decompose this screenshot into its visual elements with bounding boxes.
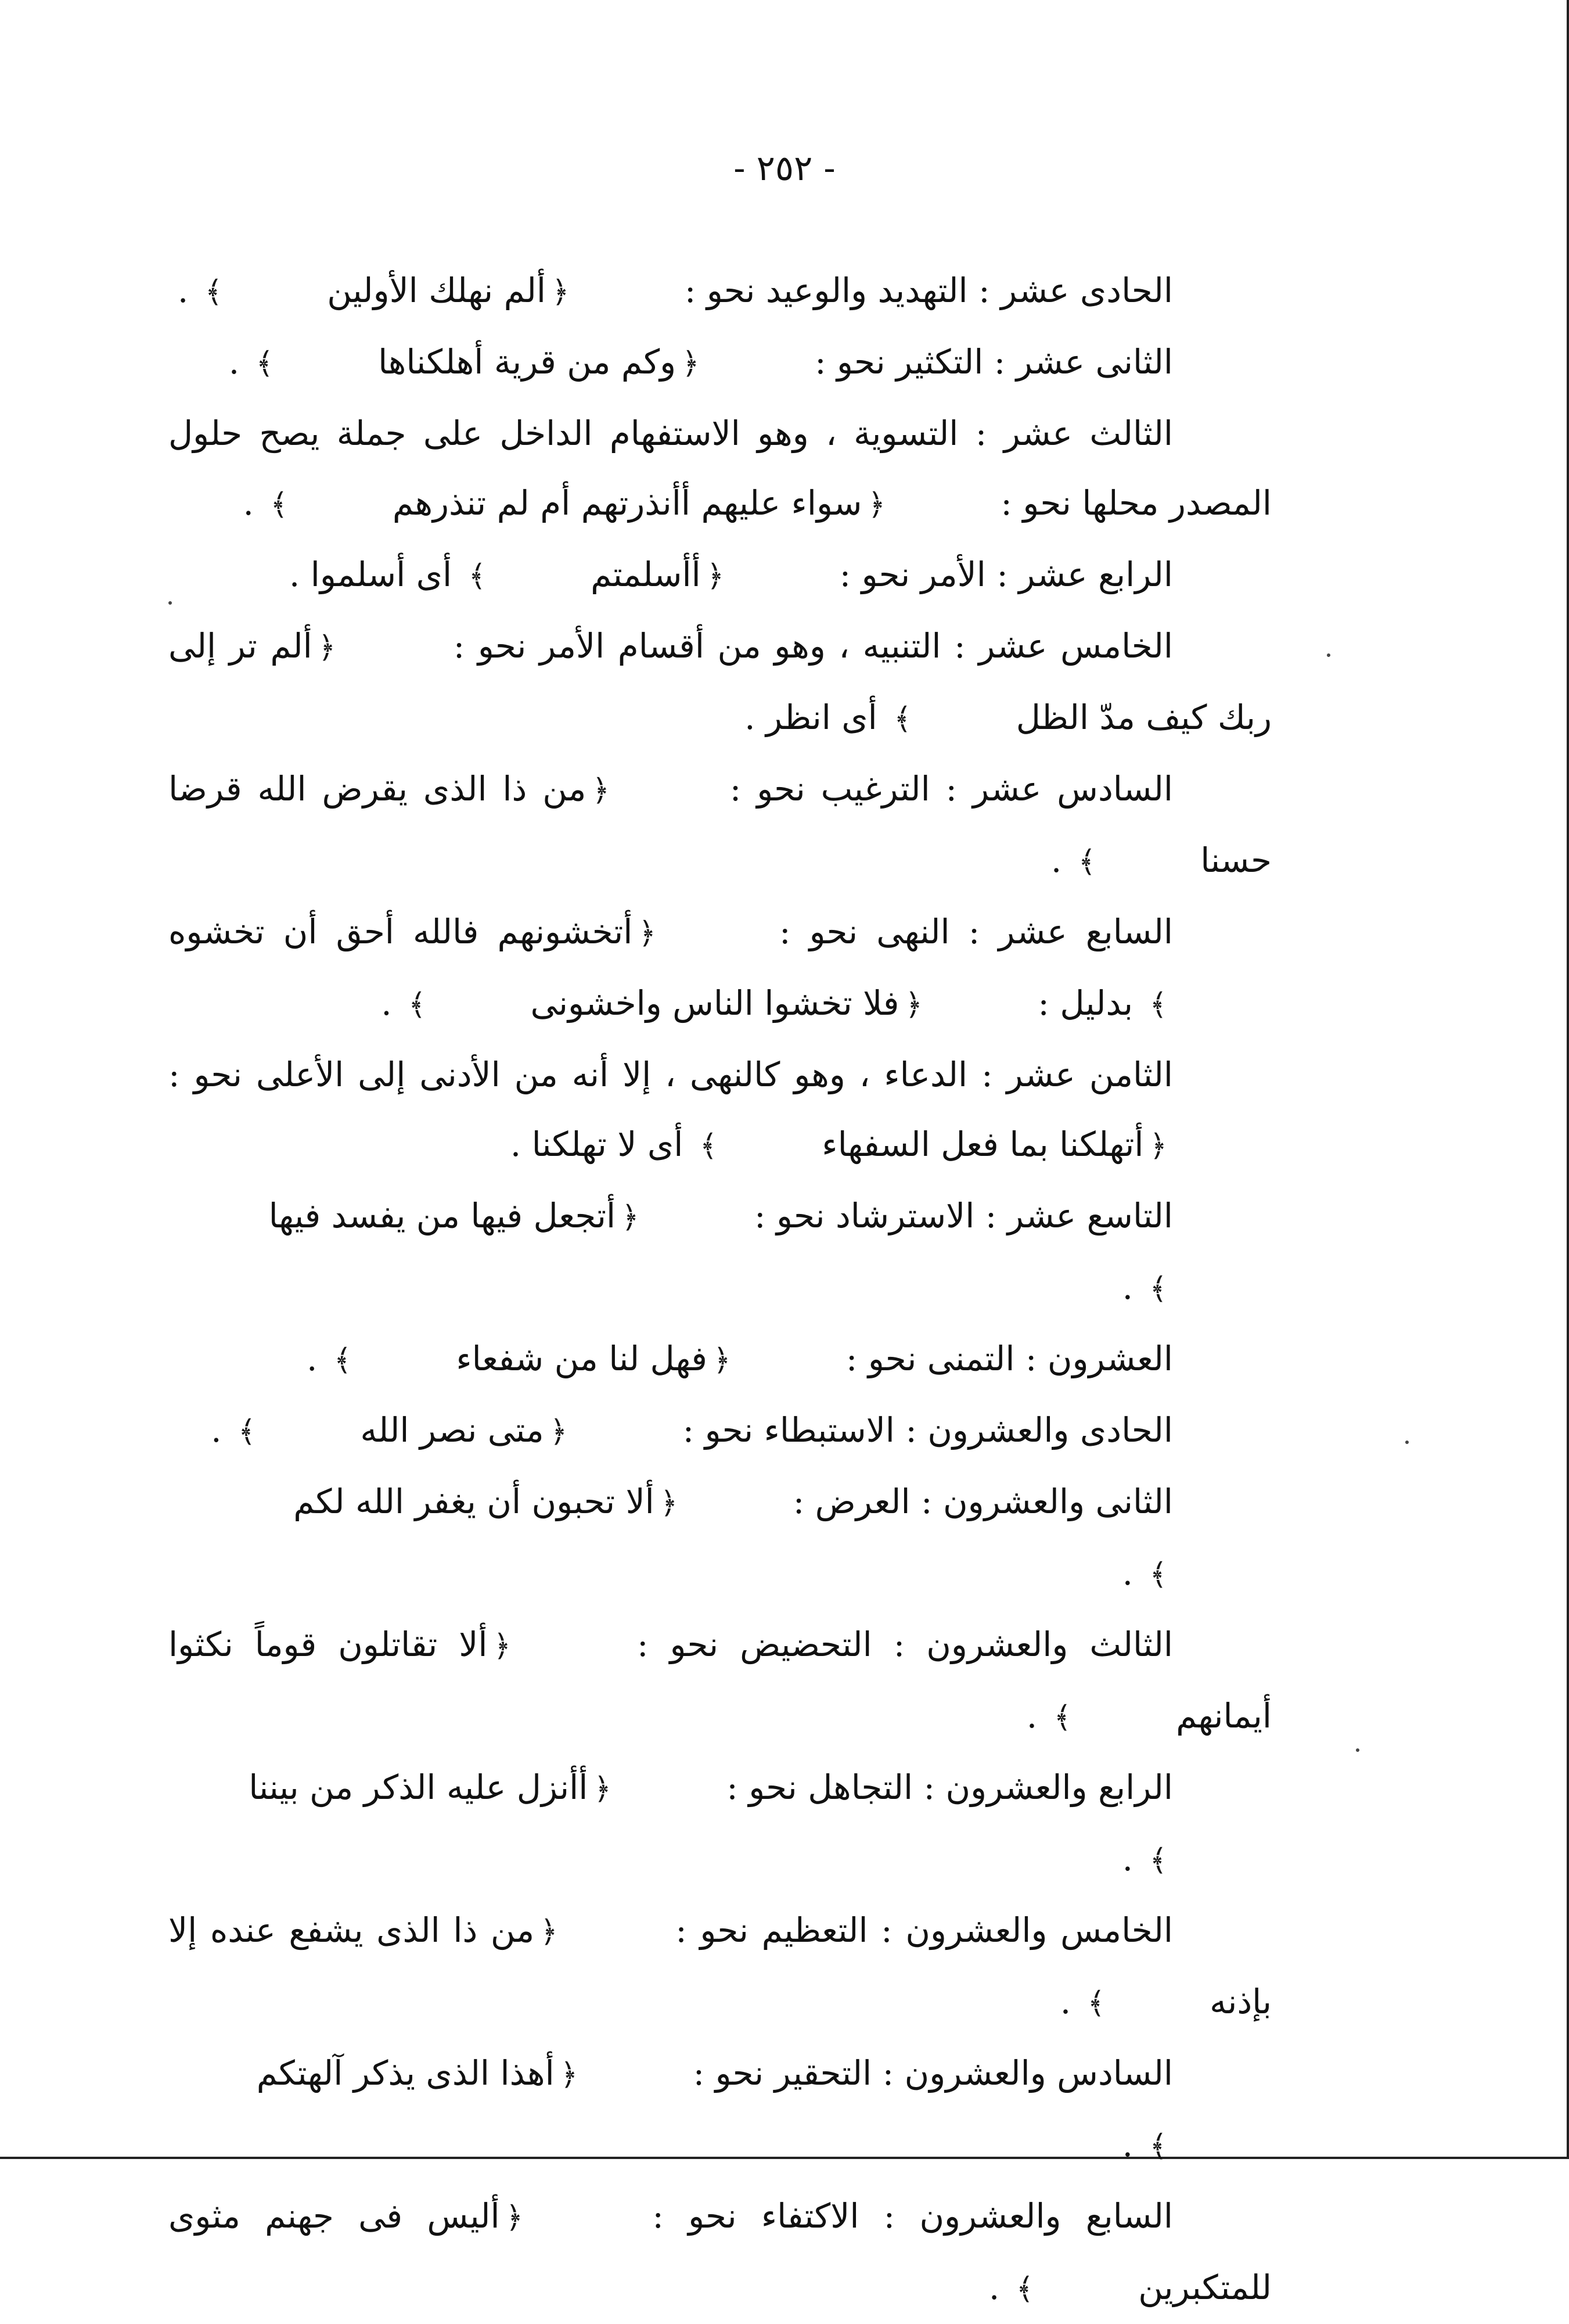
paragraph-lead: الثانى عشر : التكثير نحو : [815,342,1173,382]
paragraph-tail: . [1122,1267,1133,1307]
ornament-open: ﴿ [706,559,725,594]
paragraph-16 [168,754,1272,897]
quran-quote: فهل لنا من شفعاء [456,1339,707,1378]
ornament-open: ﴿ [660,1486,678,1521]
ornament-open: ﴿ [638,916,656,951]
quran-quote: أتهلكنا بما فعل السفهاء [822,1125,1144,1164]
paragraph-tail: . [228,342,240,382]
scan-speck [1356,1748,1359,1752]
ornament-close: ﴾ [204,275,223,310]
ornament-open: ﴿ [593,1772,611,1806]
ornament-close: ﴾ [1016,2272,1034,2307]
paragraph-tail: . [1050,840,1062,880]
paragraph-tail: بدليل : [1038,983,1133,1023]
quran-quote: ألا تقاتلون قوماً نكثوا أيمانهم [168,1625,1272,1736]
ornament-open: ﴿ [505,2200,524,2235]
paragraph-tail: . [988,2268,1000,2307]
paragraph-tail: . [381,983,392,1023]
quran-quote: ألم تر إلى ربك كيف مدّ الظل [168,626,1272,737]
paragraph-27 [168,2181,1272,2324]
ornament-close: ﴾ [1149,987,1167,1022]
paragraph-lead: السابع عشر : النهى نحو : [779,912,1174,951]
ornament-close: ﴾ [1149,1557,1167,1592]
paragraph-lead: الرابع والعشرون : التجاهل نحو : [726,1768,1173,1807]
ornament-close: ﴾ [1149,2129,1167,2164]
ornament-close: ﴾ [1149,1843,1167,1878]
paragraph-14 [168,540,1272,611]
ornament-close: ﴾ [1149,1271,1167,1306]
paragraph-23 [168,1610,1272,1752]
scan-speck [1405,1441,1409,1444]
quran-quote: فلا تخشوا الناس واخشونى [530,983,899,1023]
ornament-close: ﴾ [1087,1986,1106,2021]
ornament-close: ﴾ [255,346,274,381]
paragraph-lead: الثامن عشر : الدعاء ، وهو كالنهى ، إلا أنه من الأدنى إلى الأعلى نحو : [168,1055,1173,1094]
ornament-close: ﴾ [237,1414,256,1449]
ornament-close: ﴾ [1078,845,1096,879]
paragraph-lead: السادس عشر : الترغيب نحو : [729,769,1173,809]
paragraph-20 [168,1324,1272,1395]
ornament-open: ﴿ [560,2057,578,2092]
paragraph-lead: الثالث عشر : التسوية ، وهو الاستفهام الداخل على جملة يصح حلول المصدر محلها نحو : [168,414,1272,523]
paragraph-15 [168,611,1272,754]
paragraph-lead: التاسع عشر : الاسترشاد نحو : [754,1196,1173,1235]
quran-quote: أأنزل عليه الذكر من بيننا [249,1768,588,1807]
paragraph-lead: الثانى والعشرون : العرض : [793,1482,1173,1521]
paragraph-tail: . [1122,1839,1133,1878]
quran-quote: أأسلمتم [591,555,701,594]
paragraph-17 [168,897,1272,1040]
paragraph-11 [168,256,1272,327]
quran-quote: أتخشونهم فالله أحق أن تخشوه [168,912,633,951]
paragraph-lead: السادس والعشرون : التحقير نحو : [693,2053,1173,2093]
ornament-open: ﴿ [552,275,570,310]
paragraph-22 [168,1467,1272,1610]
paragraph-12 [168,327,1272,398]
paragraph-tail: . [1026,1696,1038,1736]
ornament-open: ﴿ [868,487,886,522]
ornament-open: ﴿ [592,773,610,808]
ornament-open: ﴿ [682,346,700,381]
ornament-open: ﴿ [621,1200,639,1235]
ornament-open: ﴿ [318,630,336,665]
paragraph-25 [168,1895,1272,2038]
ornament-open: ﴿ [549,1414,568,1449]
quran-quote: سواء عليهم أأنذرتهم أم لم تنذرهم [392,483,862,523]
ornament-close: ﴾ [468,559,487,594]
ornament-close: ﴾ [270,487,288,522]
quran-quote: من ذا الذى يشفع عنده إلا بإذنه [168,1910,1272,2021]
paragraph-tail: أى لا تهلكنا . [510,1125,683,1164]
paragraph-13 [168,398,1272,540]
ornament-close: ﴾ [699,1129,718,1163]
paragraph-tail: . [211,1410,222,1450]
quran-quote: ألا تحبون أن يغفر الله لكم [293,1482,654,1521]
paragraph-tail: أى انظر . [744,698,877,737]
paragraph-lead: الرابع عشر : الأمر نحو : [839,555,1173,594]
paragraph-tail: أى أسلموا . [289,555,452,594]
ornament-open: ﴿ [712,1343,731,1378]
quran-quote: ألم نهلك الأولين [327,271,546,310]
ornament-close: ﴾ [1053,1700,1072,1735]
paragraph-tail: . [1122,1553,1133,1593]
ornament-open: ﴿ [493,1629,511,1664]
quran-quote: وكم من قرية أهلكناها [378,342,676,382]
ornament-close: ﴾ [408,987,426,1022]
scan-speck [1327,653,1330,657]
quran-quote: متى نصر الله [360,1410,544,1450]
paragraph-lead: الثالث والعشرون : التحضيض نحو : [636,1625,1173,1664]
paragraph-lead: الحادى والعشرون : الاستبطاء نحو : [682,1410,1173,1450]
paragraph-lead: الحادى عشر : التهديد والوعيد نحو : [684,271,1173,310]
paragraph-18 [168,1040,1272,1181]
paragraph-tail: . [306,1339,318,1378]
paragraph-tail: . [1060,1982,1071,2021]
paragraph-lead: الخامس والعشرون : التعظيم نحو : [675,1910,1174,1950]
ornament-open: ﴿ [540,1914,558,1949]
paragraph-24 [168,1752,1272,1895]
paragraph-tail: . [243,483,254,523]
paragraph-21 [168,1395,1272,1467]
page-number: - ٢٥٢ - [733,148,836,189]
quran-quote: أليس فى جهنم مثوى للمتكبرين [168,2196,1272,2307]
paragraph-tail: . [177,271,189,310]
ornament-open: ﴿ [1149,1129,1167,1163]
text-body [168,256,1272,2324]
ornament-close: ﴾ [894,702,912,737]
quran-quote: أتجعل فيها من يفسد فيها [268,1196,616,1235]
ornament-open: ﴿ [905,987,923,1022]
scan-speck [168,601,172,605]
quran-quote: من ذا الذى يقرض الله قرضا حسنا [168,769,1272,880]
paragraph-tail: . [1122,2125,1133,2164]
paragraph-lead: العشرون : التمنى نحو : [845,1339,1173,1378]
quran-quote: أهذا الذى يذكر آلهتكم [256,2053,555,2093]
paragraph-26 [168,2038,1272,2181]
ornament-close: ﴾ [333,1343,352,1378]
paragraph-lead: السابع والعشرون : الاكتفاء نحو : [652,2196,1174,2236]
paragraph-19 [168,1181,1272,1324]
paragraph-lead: الخامس عشر : التنبيه ، وهو من أقسام الأمر نحو : [453,626,1174,666]
